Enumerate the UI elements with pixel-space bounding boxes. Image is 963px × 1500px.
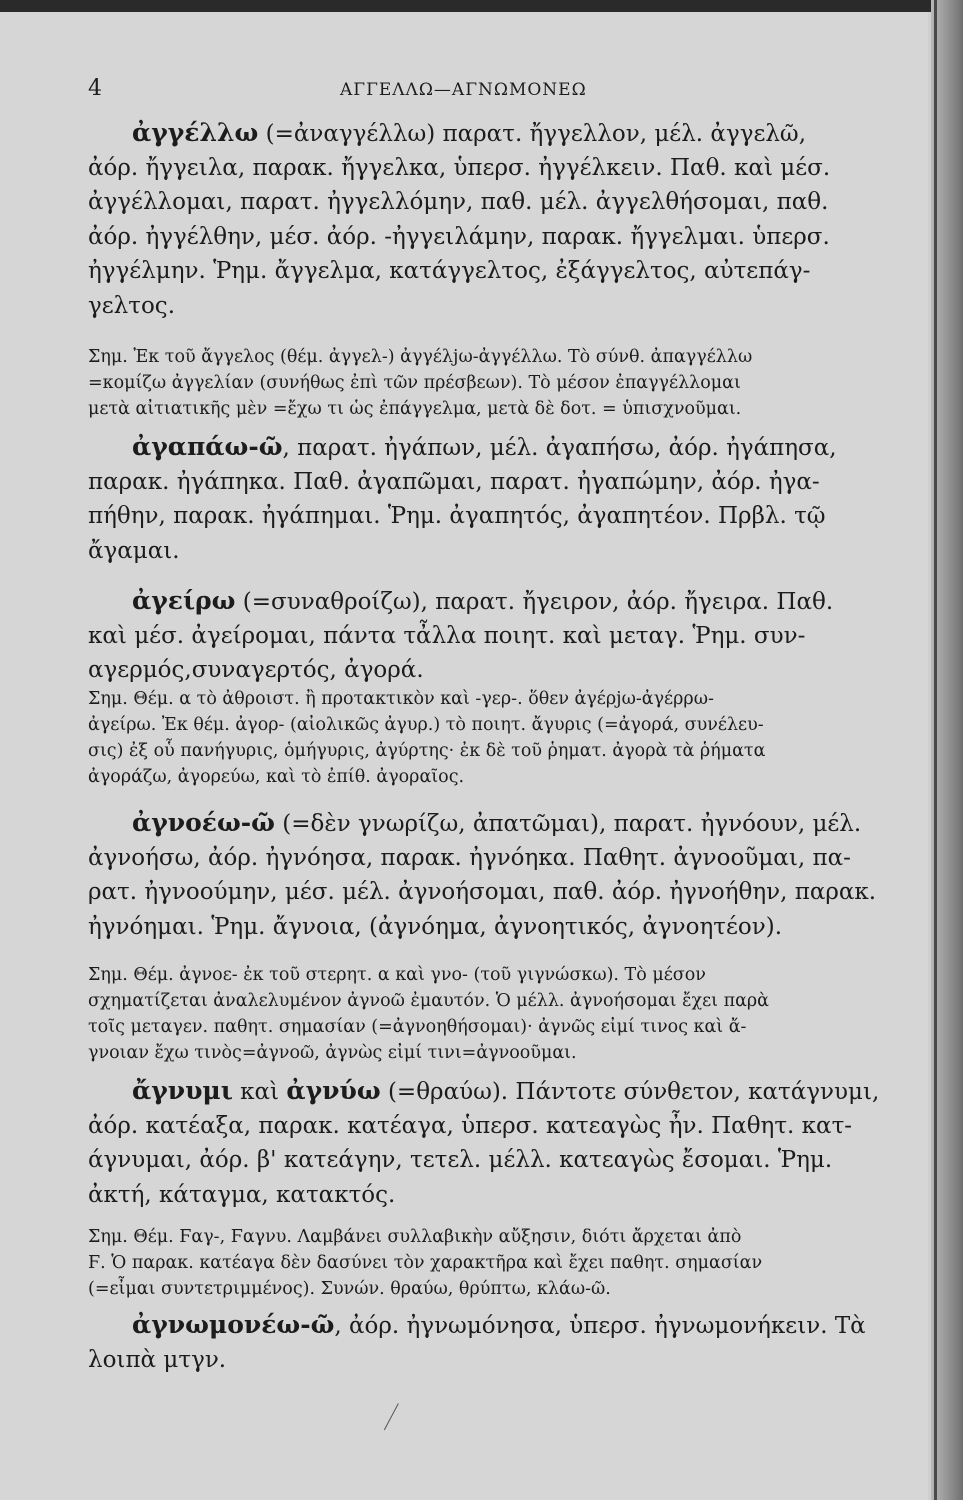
note-line: μετὰ αἰτιατικῆς μὲν =ἔχω τι ὡς ἐπάγγελμα, μετὰ δὲ δοτ. = ὑπισχνοῦμαι.	[88, 399, 742, 419]
entry-first-line	[88, 430, 894, 465]
note-line: τοῖς μεταγεν. παθητ. σημασίαν (=ἀγνοηθήσομαι)· ἀγνῶς εἰμί τινος καὶ ἄ-	[88, 1017, 747, 1037]
entry-text: (=ἀναγγέλλω) παρατ. ἤγγελλον, μέλ. ἀγγελῶ,	[258, 121, 806, 147]
entry-line: ἀόρ. κατέαξα, παρακ. κατέαγα, ὑπερσ. κατεαγὼς ἦν. Παθητ. κατ-	[88, 1112, 853, 1139]
entry-line: ἀκτή, κάταγμα, κατακτός.	[88, 1181, 396, 1208]
entry-agapao	[88, 430, 894, 568]
entry-first-line	[88, 806, 894, 841]
entry-line: λοιπὰ μτγν.	[88, 1346, 227, 1373]
entry-line: καὶ μέσ. ἀγείρομαι, πάντα τἆλλα ποιητ. καὶ μεταγ. Ῥημ. συν-	[88, 622, 806, 649]
entry-text: , ἀόρ. ἠγνωμόνησα, ὑπερσ. ἠγνωμονήκειν. Τὰ	[334, 1313, 866, 1339]
headword: ἀγνωμονέω-ῶ	[132, 1310, 335, 1339]
entry-text: (=συναθροίζω), παρατ. ἤγειρον, ἀόρ. ἤγειρα. Παθ.	[235, 589, 834, 615]
entry-line: ρατ. ἠγνοούμην, μέσ. μέλ. ἀγνοήσομαι, παθ. ἀόρ. ἠγνοήθην, παρακ.	[88, 879, 877, 905]
entry-line: ἠγγέλμην. Ῥημ. ἄγγελμα, κατάγγελτος, ἐξάγγελτος, αὐτεπάγ-	[88, 258, 811, 284]
scan-top-edge	[0, 0, 963, 12]
entry-first-line	[88, 1074, 894, 1109]
note-agnoeo	[88, 962, 894, 1066]
note-line: Σημ. Ἐκ τοῦ ἄγγελος (θέμ. ἀγγελ-) ἀγγέλjω-ἀγγέλλω. Τὸ σύνθ. ἀπαγγέλλω	[88, 347, 753, 367]
entry-line: αγερμός,συναγερτός, ἀγορά.	[88, 657, 424, 683]
note-line: Σημ. Θέμ. Ϝαγ-, Ϝαγνυ. Λαμβάνει συλλαβικὴν αὔξησιν, διότι ἄρχεται ἀπὸ	[88, 1227, 742, 1247]
page-number: 4	[88, 76, 102, 101]
entry-line: άγνυμαι, ἀόρ. β' κατεάγην, τετελ. μέλλ. κατεαγὼς ἔσομαι. Ῥημ.	[88, 1147, 833, 1173]
entry-line: ἀγγέλλομαι, παρατ. ἠγγελλόμην, παθ. μέλ. ἀγγελθήσομαι, παθ.	[88, 189, 829, 215]
note-line: σις) ἐξ οὗ πανήγυρις, ὁμήγυρις, ἀγύρτης· ἐκ δὲ τοῦ ῥηματ. ἀγορὰ τὰ ῥήματα	[88, 741, 766, 761]
scan-binding-line	[934, 0, 937, 1500]
entry-line: γελτος.	[88, 292, 176, 319]
note-line: ἀγείρω. Ἐκ θέμ. ἀγορ- (αἰολικῶς ἀγυρ.) τὸ ποιητ. ἄγυρις (=ἀγορά, συνέλευ-	[88, 715, 764, 735]
entry-agnymi	[88, 1074, 894, 1212]
headword: ἀγαπάω-ῶ	[132, 432, 283, 461]
entry-text: (=θραύω). Πάντοτε σύνθετον, κατάγνυμι,	[380, 1079, 880, 1105]
note-agnymi	[88, 1224, 894, 1302]
note-line: Σημ. Θέμ. α τὸ ἀθροιστ. ἢ προτακτικὸν καὶ -γερ-. ὅθεν ἀγέρjω-ἀγέρρω-	[88, 689, 714, 709]
note-line: Ϝ. Ὁ παρακ. κατέαγα δὲν δασύνει τὸν χαρακτῆρα καὶ ἔχει παθητ. σημασίαν	[88, 1253, 763, 1273]
entry-agnoeo	[88, 806, 894, 944]
note-ageiro	[88, 686, 894, 790]
entry-agnomoneo	[88, 1308, 894, 1377]
entry-joiner: καὶ	[232, 1079, 287, 1105]
running-head: ΑΓΓΕΛΛΩ—ΑΓΝΩΜΟΝΕΩ	[340, 80, 587, 100]
headword: ἀγγέλλω	[132, 118, 259, 147]
headword-variant: ἀγνύω	[286, 1076, 381, 1105]
headword: ἄγνυμι	[132, 1076, 233, 1105]
entry-text: , παρατ. ἠγάπων, μέλ. ἀγαπήσω, ἀόρ. ἠγάπησα,	[282, 435, 837, 461]
headword: ἀγείρω	[132, 586, 236, 615]
entry-line: παρακ. ἠγάπηκα. Παθ. ἀγαπῶμαι, παρατ. ἠγαπώμην, ἀόρ. ἠγα-	[88, 468, 820, 495]
note-line: =κομίζω ἀγγελίαν (συνήθως ἐπὶ τῶν πρέσβεων). Τὸ μέσον ἐπαγγέλλομαι	[88, 373, 741, 393]
entry-line: ἠγνόημαι. Ῥημ. ἄγνοια, (ἀγνόημα, ἀγνοητικός, ἀγνοητέον).	[88, 913, 783, 940]
entry-first-line	[88, 116, 894, 151]
note-line: Σημ. Θέμ. ἀγνοε- ἐκ τοῦ στερητ. α καὶ γνο- (τοῦ γιγνώσκω). Τὸ μέσον	[88, 965, 706, 985]
entry-line: ἄγαμαι.	[88, 537, 180, 564]
entry-angello	[88, 116, 894, 323]
entry-line: ἀόρ. ἠγγέλθην, μέσ. ἀόρ. -ἠγγειλάμην, παρακ. ἤγγελμαι. ὑπερσ.	[88, 223, 830, 250]
note-angello	[88, 344, 894, 422]
note-line: σχηματίζεται ἀναλελυμένον ἀγνοῶ ἐμαυτόν. Ὁ μέλλ. ἀγνοήσομαι ἔχει παρὰ	[88, 991, 769, 1011]
entry-line: ἀόρ. ἤγγειλα, παρακ. ἤγγελκα, ὑπερσ. ἠγγέλκειν. Παθ. καὶ μέσ.	[88, 154, 831, 181]
note-line: (=εἶμαι συντετριμμένος). Συνών. θραύω, θρύπτω, κλάω-ῶ.	[88, 1279, 611, 1299]
entry-text: (=δὲν γνωρίζω, ἀπατῶμαι), παρατ. ἠγνόουν, μέλ.	[274, 811, 862, 837]
entry-ageiro	[88, 584, 894, 688]
entry-first-line	[88, 584, 894, 619]
entry-line: πήθην, παρακ. ἠγάπημαι. Ῥημ. ἀγαπητός, ἀγαπητέον. Πρβλ. τῷ	[88, 503, 826, 529]
entry-line: ἀγνοήσω, ἀόρ. ἠγνόησα, παρακ. ἠγνόηκα. Παθητ. ἀγνοοῦμαι, πα-	[88, 844, 851, 871]
note-line: γνοιαν ἔχω τινὸς=ἀγνοῶ, ἀγνὼς εἰμί τινι=ἀγνοοῦμαι.	[88, 1043, 577, 1063]
note-line: ἀγοράζω, ἀγορεύω, καὶ τὸ ἐπίθ. ἀγοραῖος.	[88, 767, 465, 787]
headword: ἀγνοέω-ῶ	[132, 808, 275, 837]
entry-first-line	[88, 1308, 894, 1343]
